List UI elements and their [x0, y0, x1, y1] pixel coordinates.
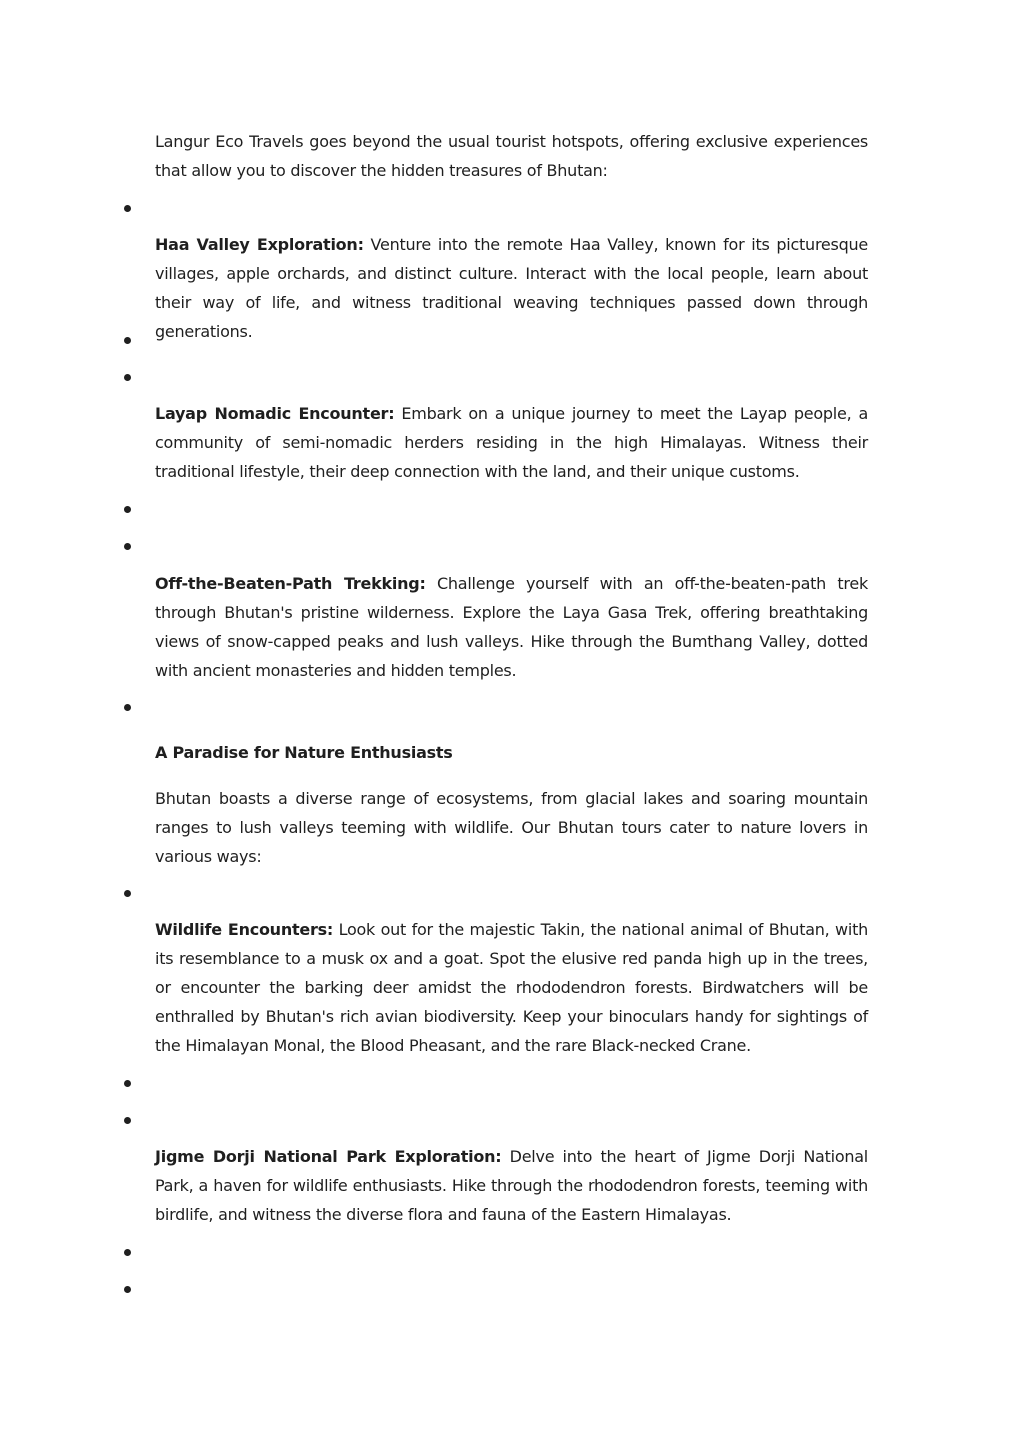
item-title: Off-the-Beaten-Path Trekking:: [155, 574, 426, 593]
item-text: Embark on a unique journey to meet the Layap people, a community of semi-nomadic herders residing in the high Himalayas. Witness their traditional lifestyle, their deep connection with the land, and their unique customs.: [155, 404, 868, 481]
list-item-layap: [155, 399, 868, 486]
section-heading: A Paradise for Nature Enthusiasts: [155, 743, 453, 762]
list-item-haa-valley: [155, 230, 868, 346]
bullet-point: [124, 704, 131, 711]
bullet-point: [124, 890, 131, 897]
bullet-point: [124, 1080, 131, 1087]
bullet-point: [124, 506, 131, 513]
intro-paragraph: Langur Eco Travels goes beyond the usual tourist hotspots, offering exclusive experiences that allow you to discover the hidden treasures of Bhutan:: [155, 132, 868, 180]
bullet-point: [124, 1117, 131, 1124]
list-item-trekking: [155, 569, 868, 685]
bullet-point: [124, 1249, 131, 1256]
item-title: Haa Valley Exploration:: [155, 235, 364, 254]
bullet-point: [124, 205, 131, 212]
list-item-jigme-dorji: [155, 1142, 868, 1229]
item-title: Jigme Dorji National Park Exploration:: [155, 1147, 502, 1166]
item-title: Layap Nomadic Encounter:: [155, 404, 395, 423]
bullet-point: [124, 374, 131, 381]
bullet-point: [124, 1286, 131, 1293]
bullet-point: [124, 337, 131, 344]
item-text: Look out for the majestic Takin, the national animal of Bhutan, with its resemblance to a musk ox and a goat. Spot the elusive red panda high up in the trees, or encounter the barking deer amidst the rhododendron forests. Birdwatchers will be enthralled by Bhutan's rich avian biodiversity. Keep your binoculars handy for sightings of the Himalayan Monal, the Blood Pheasant, and the rare Black-necked Crane.: [155, 920, 869, 1055]
bullet-point: [124, 543, 131, 550]
section-intro-paragraph: Bhutan boasts a diverse range of ecosystems, from glacial lakes and soaring mountain ranges to lush valleys teeming with wildlife. Our Bhutan tours cater to nature lovers in various ways:: [155, 789, 868, 866]
item-text: Venture into the remote Haa Valley, known for its picturesque villages, apple orchards, and distinct culture. Interact with the local people, learn about their way of life, and witness traditional weaving techniques passed down through generations.: [155, 235, 868, 341]
list-item-wildlife: [155, 915, 868, 1060]
item-text: Challenge yourself with an off-the-beaten-path trek through Bhutan's pristine wilderness. Explore the Laya Gasa Trek, offering breathtaking views of snow-capped peaks and lush valleys. Hike through the Bumthang Valley, dotted with ancient monasteries and hidden temples.: [155, 574, 868, 680]
item-title: Wildlife Encounters:: [155, 920, 334, 939]
item-text: Delve into the heart of Jigme Dorji National Park, a haven for wildlife enthusiasts. Hike through the rhododendron forests, teeming with birdlife, and witness the diverse flora and fauna of the Eastern Himalayas.: [155, 1147, 869, 1224]
